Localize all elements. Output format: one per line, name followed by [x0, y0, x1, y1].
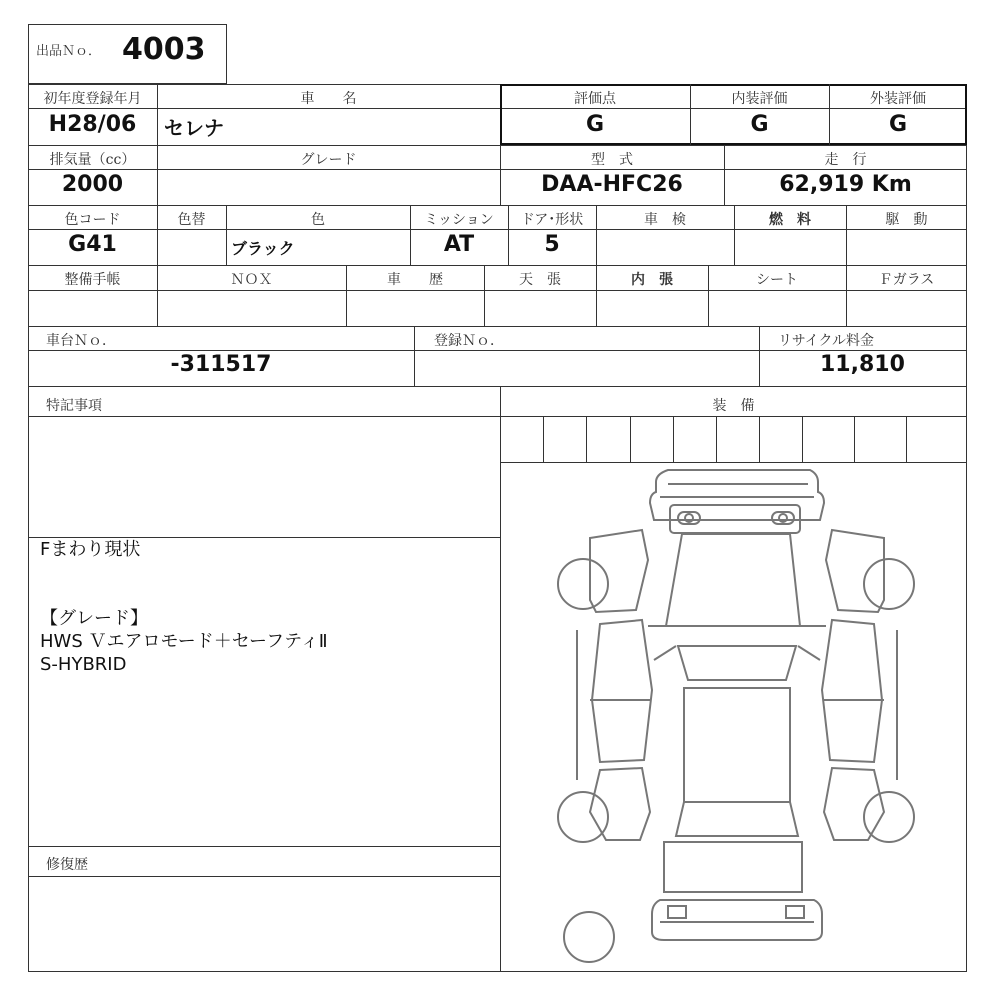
seat-header: シート	[756, 272, 798, 288]
fuel-header: 燃 料	[769, 212, 811, 228]
interior-rating-header: 内装評価	[731, 91, 788, 107]
lot-number-label: 出品Ｎｏ．	[36, 44, 102, 59]
score-header: 評価点	[574, 91, 616, 107]
color-change-header: 色替	[177, 212, 206, 228]
first-registration-value: H28/06	[48, 112, 137, 137]
displacement-value: 2000	[61, 172, 124, 197]
vehicle-history-header: 車 歴	[387, 272, 443, 288]
car-body-diagram	[500, 462, 967, 972]
front-glass-header: Ｆガラス	[878, 272, 935, 288]
interior-rating-value: G	[750, 112, 769, 137]
note-line-5: S-HYBRID	[40, 654, 127, 675]
note-line-3: 【グレード】	[40, 608, 148, 629]
doors-header: ドア･形状	[520, 212, 584, 228]
score-value: G	[585, 112, 605, 137]
mission-header: ミッション	[424, 212, 494, 228]
displacement-header: 排気量（cc）	[49, 152, 136, 168]
exterior-rating-header: 外装評価	[870, 91, 926, 107]
lot-number-value: 4003	[122, 32, 206, 67]
mileage-header: 走 行	[824, 152, 867, 168]
grade-header: グレード	[300, 152, 357, 168]
model-code-header: 型 式	[591, 152, 633, 168]
exterior-rating-value: G	[888, 112, 908, 137]
repair-history-header: 修復歴	[46, 857, 88, 873]
maintenance-book-header: 整備手帳	[64, 272, 121, 288]
mission-value: AT	[443, 232, 475, 257]
special-notes-header: 特記事項	[46, 398, 102, 414]
equipment-header: 装 備	[712, 398, 755, 414]
car-name-header: 車 名	[300, 91, 357, 107]
inspection-header: 車 検	[644, 212, 686, 228]
drive-header: 駆 動	[885, 212, 928, 228]
color-code-header: 色コード	[64, 212, 121, 228]
note-line-4: HWS Ｖエアロモード＋セーフティⅡ	[40, 631, 328, 652]
color-value: ブラック	[231, 239, 295, 258]
note-line-1: Fまわり現状	[40, 539, 141, 560]
color-code-value: G41	[68, 232, 117, 257]
ceiling-header: 天 張	[519, 272, 561, 288]
chassis-number-header: 車台Ｎｏ．	[46, 333, 116, 349]
color-header: 色	[311, 212, 325, 228]
nox-header: ＮＯＸ	[230, 272, 273, 288]
car-name-value: セレナ	[164, 116, 224, 140]
recycle-fee-value: 11,810	[820, 352, 905, 377]
model-code-value: DAA-HFC26	[541, 172, 683, 197]
registration-number-header: 登録Ｎｏ．	[434, 333, 504, 349]
first-registration-header: 初年度登録年月	[43, 91, 142, 107]
mileage-value: 62,919 Km	[779, 172, 912, 197]
chassis-number-value: -311517	[170, 352, 272, 377]
doors-value: 5	[544, 232, 560, 257]
recycle-fee-header: リサイクル料金	[778, 333, 875, 349]
interior-trim-header: 内 張	[631, 272, 673, 288]
